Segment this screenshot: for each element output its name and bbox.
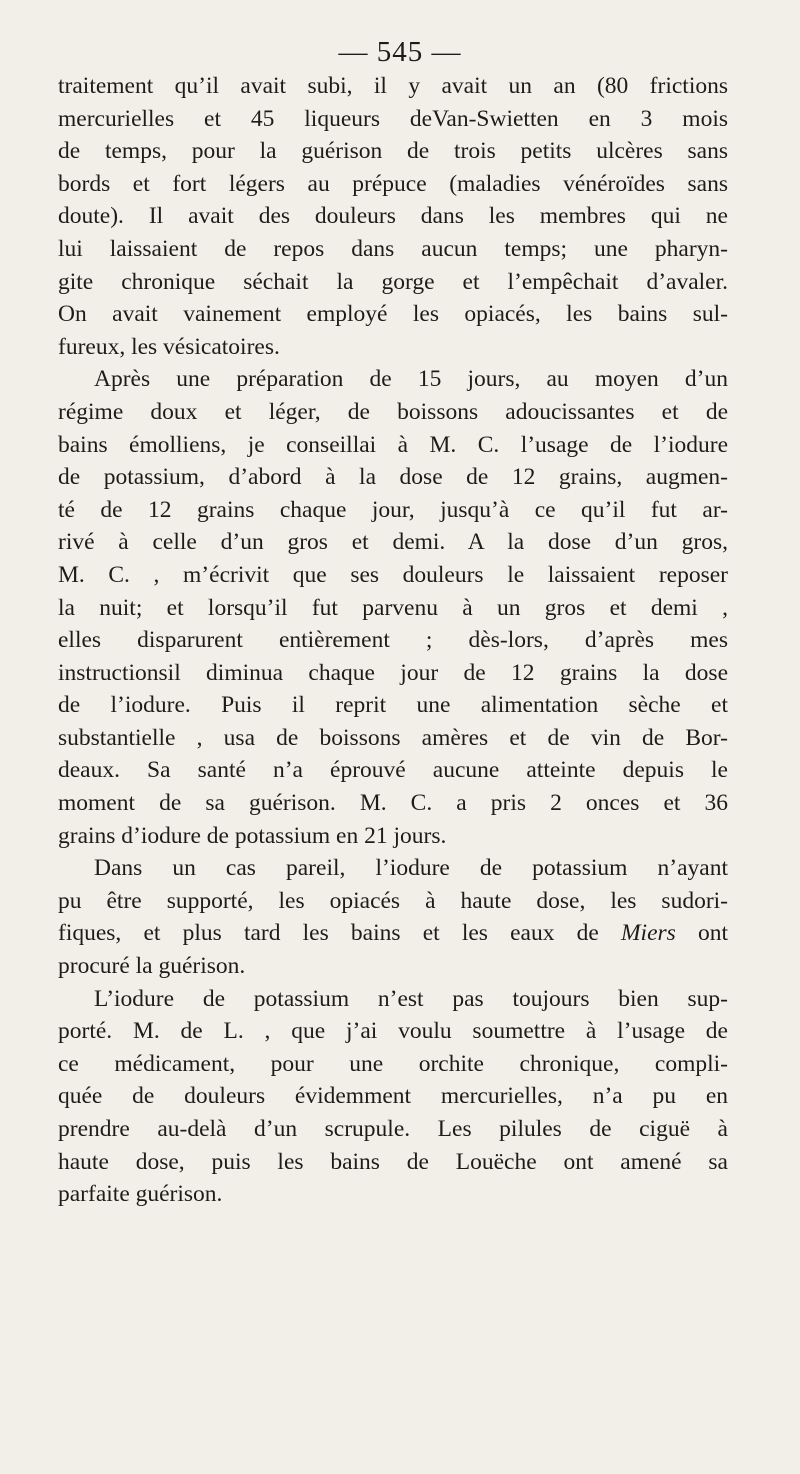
text-line: haute dose, puis les bains de Louëche ont amené sa <box>58 1148 728 1175</box>
text-line: bords et fort légers au prépuce (maladies vénéroïdes sans <box>58 170 728 197</box>
text-line: grains d’iodure de potassium en 21 jours. <box>58 822 447 849</box>
text-line: bains émolliens, je conseillai à M. C. l’usage de l’iodure <box>58 431 728 458</box>
text-line: substantielle , usa de boissons amères et de vin de Bor- <box>58 724 728 751</box>
text-line: de temps, pour la guérison de trois petits ulcères sans <box>58 138 728 165</box>
text-line: instructionsil diminua chaque jour de 12 grains la dose <box>58 659 728 686</box>
text-line: lui laissaient de repos dans aucun temps; une pharyn- <box>58 235 728 262</box>
text-line: régime doux et léger, de boissons adoucissantes et de <box>58 398 728 425</box>
text-line: pu être supporté, les opiacés à haute dose, les sudori- <box>58 887 728 914</box>
text-segment: fiques, et plus tard les bains et les eaux de <box>58 920 599 947</box>
text-segment: ont <box>697 920 729 947</box>
place-name: Miers <box>620 920 676 947</box>
page-body <box>58 70 728 1211</box>
text-line: prendre au-delà d’un scrupule. Les pilules de ciguë à <box>58 1116 728 1142</box>
text-line: té de 12 grains chaque jour, jusqu’à ce qu’il fut ar- <box>58 496 728 523</box>
page-header: — 545 — <box>338 36 462 68</box>
text-line <box>58 917 728 950</box>
text-line: On avait vainement employé les opiacés, les bains sul- <box>58 301 728 328</box>
text-line: porté. M. de L. , que j’ai voulu soumettre à l’usage de <box>58 1018 728 1045</box>
text-line: L’iodure de potassium n’est pas toujours bien sup- <box>94 985 728 1012</box>
text-line: rivé à celle d’un gros et demi. A la dose d’un gros, <box>58 529 728 556</box>
text-line: deaux. Sa santé n’a éprouvé aucune atteinte depuis le <box>58 757 728 784</box>
text-line: la nuit; et lorsqu’il fut parvenu à un gros et demi , <box>58 594 728 621</box>
text-line: procuré la guérison. <box>58 953 246 980</box>
text-line: de l’iodure. Puis il reprit une alimentation sèche et <box>58 692 728 719</box>
text-line: de potassium, d’abord à la dose de 12 grains, augmen- <box>58 464 728 491</box>
text-line: fureux, les vésicatoires. <box>58 333 280 360</box>
text-line: Après une préparation de 15 jours, au moyen d’un <box>94 366 728 393</box>
text-line: quée de douleurs évidemment mercurielles, n’a pu en <box>58 1083 728 1110</box>
text-line: mercurielles et 45 liqueurs deVan-Swietten en 3 mois <box>58 105 728 132</box>
text-line: M. C. , m’écrivit que ses douleurs le laissaient reposer <box>58 561 728 588</box>
text-line: moment de sa guérison. M. C. a pris 2 onces et 36 <box>58 790 728 817</box>
text-line: parfaite guérison. <box>58 1181 223 1208</box>
text-line: ce médicament, pour une orchite chronique, compli- <box>58 1050 728 1077</box>
text-line: elles disparurent entièrement ; dès-lors, d’après mes <box>58 627 728 654</box>
text-line: gite chronique séchait la gorge et l’empêchait d’avaler. <box>58 268 728 295</box>
text-line: doute). Il avait des douleurs dans les membres qui ne <box>58 203 728 230</box>
text-line: Dans un cas pareil, l’iodure de potassium n’ayant <box>94 855 728 882</box>
text-line: traitement qu’il avait subi, il y avait un an (80 frictions <box>58 73 728 99</box>
